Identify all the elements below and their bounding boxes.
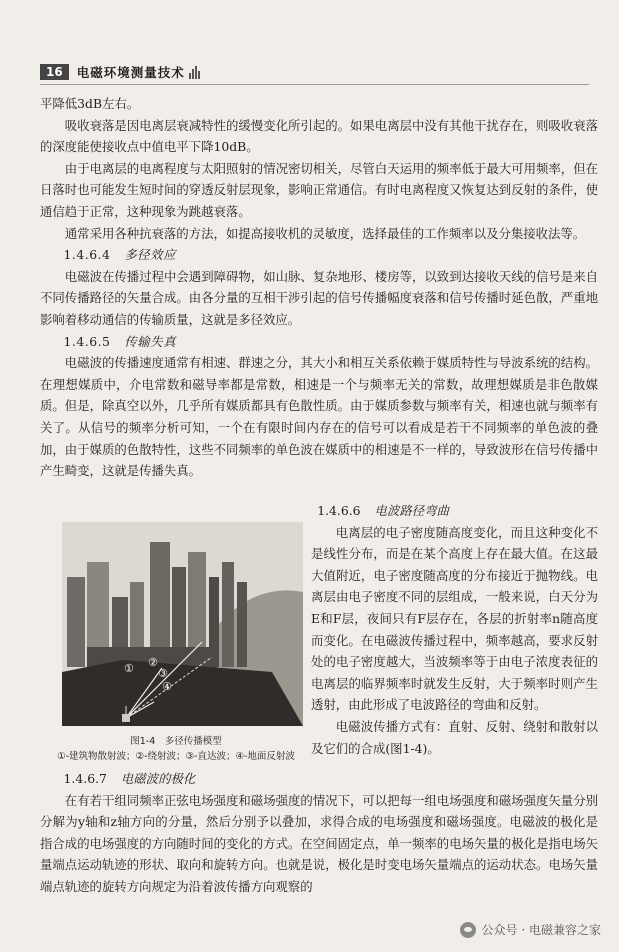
caption-title: 图1-4 多径传播模型 — [130, 736, 222, 747]
section-heading-1467: 1.4.6.7 电磁波的极化 — [63, 771, 196, 786]
section-heading-1465: 1.4.6.5 传输失真 — [63, 333, 176, 349]
paragraph: 电离层的电子密度随高度变化，而且这种变化不是线性分布，而是在某个高度上存在最大值。在这最大值附近，电子密度随高度的分布接近于抛物线。电离层由电子密度不同的层组成，一般来说，白天分为E和F层，夜间只有F层存在，各层的折射率n随高度而变化。在电磁波传播过程中，频率越高，要求反射处的电子密度越大，当波频率等于由电子浓度表征的电离层的临界频率时就发生反射，大于频率时则产生透射，由此形成了电波路径的弯曲和反射。 — [311, 524, 598, 713]
watermark — [460, 921, 601, 938]
marker-1: ① — [124, 662, 134, 675]
marker-4: ④ — [162, 680, 172, 693]
wechat-icon — [460, 922, 476, 938]
upper-text — [40, 93, 598, 482]
marker-2: ② — [148, 656, 158, 669]
paragraph: 电磁波的传播速度通常有相速、群速之分，其大小和相互关系依赖于媒质特性与导波系统的结构。在理想媒质中，介电常数和磁导率都是常数，相速是一个与频率无关的常数，故理想媒质是非色散媒质。但是，除真空以外，几乎所有媒质都具有色散性质。由于媒质参数与频率有关，相速也就与频率有关了。从信号的频率分析可知，一个在有限时间内存在的信号可以看成是若干不同频率的单色波的叠加，由于媒质的色散特性，这些不同频率的单色波在媒质中的相速是不一样的，导致波形在信号传播中产生畸变，这就是传播失真。 — [40, 355, 598, 479]
paragraph: 电磁波传播方式有：直射、反射、绕射和散射以及它们的合成(图1-4)。 — [311, 718, 598, 756]
marker-3: ③ — [158, 667, 168, 680]
paragraph: 由于电离层的电离程度与太阳照射的情况密切相关，尽管白天运用的频率低于最大可用频率，但在日落时也可能发生短时间的穿透反射层现象，影响正常通信。有时电离程度又恢复达到反射的条件，使通信趋于正常，这种现象为跳越衰落。 — [40, 160, 598, 219]
section-heading-1464: 1.4.6.4 多径效应 — [63, 247, 176, 263]
book-title: 电磁环境测量技术 — [76, 65, 185, 80]
lower-text — [40, 768, 598, 898]
header-rule — [40, 84, 589, 85]
page-number: 16 — [40, 64, 69, 80]
header-bars-icon — [189, 66, 200, 79]
watermark-text: 公众号 · 电磁兼容之家 — [481, 923, 601, 937]
figure-caption — [36, 734, 316, 764]
caption-legend: ①-建筑物散射波；②-绕射波；③-直达波；④-地面反射波 — [57, 751, 295, 762]
paragraph: 平降低3dB左右。 — [40, 96, 140, 111]
side-text — [311, 500, 598, 759]
paragraph: 通常采用各种抗衰落的方法，如提高接收机的灵敏度，选择最佳的工作频率以及分集接收法等。 — [64, 225, 586, 241]
city-illustration — [62, 522, 303, 726]
section-heading-1466: 1.4.6.6 电波路径弯曲 — [317, 503, 449, 518]
multipath-figure — [62, 522, 303, 726]
page-header — [40, 62, 200, 82]
paragraph: 吸收衰落是因电离层衰减特性的缓慢变化所引起的。如果电离层中没有其他干扰存在，则吸收衰落的深度能使接收点中值电平下降10dB。 — [40, 117, 598, 155]
paragraph: 电磁波在传播过程中会遇到障碍物，如山脉、复杂地形、楼房等，以致到达接收天线的信号是来自不同传播路径的矢量合成。由各分量的互相干涉引起的信号传播幅度衰落和信号传播时延色散，严重地影响着移动通信的传输质量，这就是多径效应。 — [40, 268, 598, 327]
paragraph: 在有若干组同频率正弦电场强度和磁场强度的情况下，可以把每一组电场强度和磁场强度矢量分别分解为y轴和z轴方向的分量，然后分别予以叠加，求得合成的电场强度和磁场强度。电磁波的极化是指合成的电场强度的方向随时间的变化的方式。在空间固定点，单一频率的电场矢量的极化是指电场矢量端点运动轨迹的形状、取向和旋转方向。也就是说，极化是时变电场矢量端点的运动状态。电场矢量端点轨迹的旋转方向规定为沿着波传播方向观察的 — [40, 792, 598, 894]
